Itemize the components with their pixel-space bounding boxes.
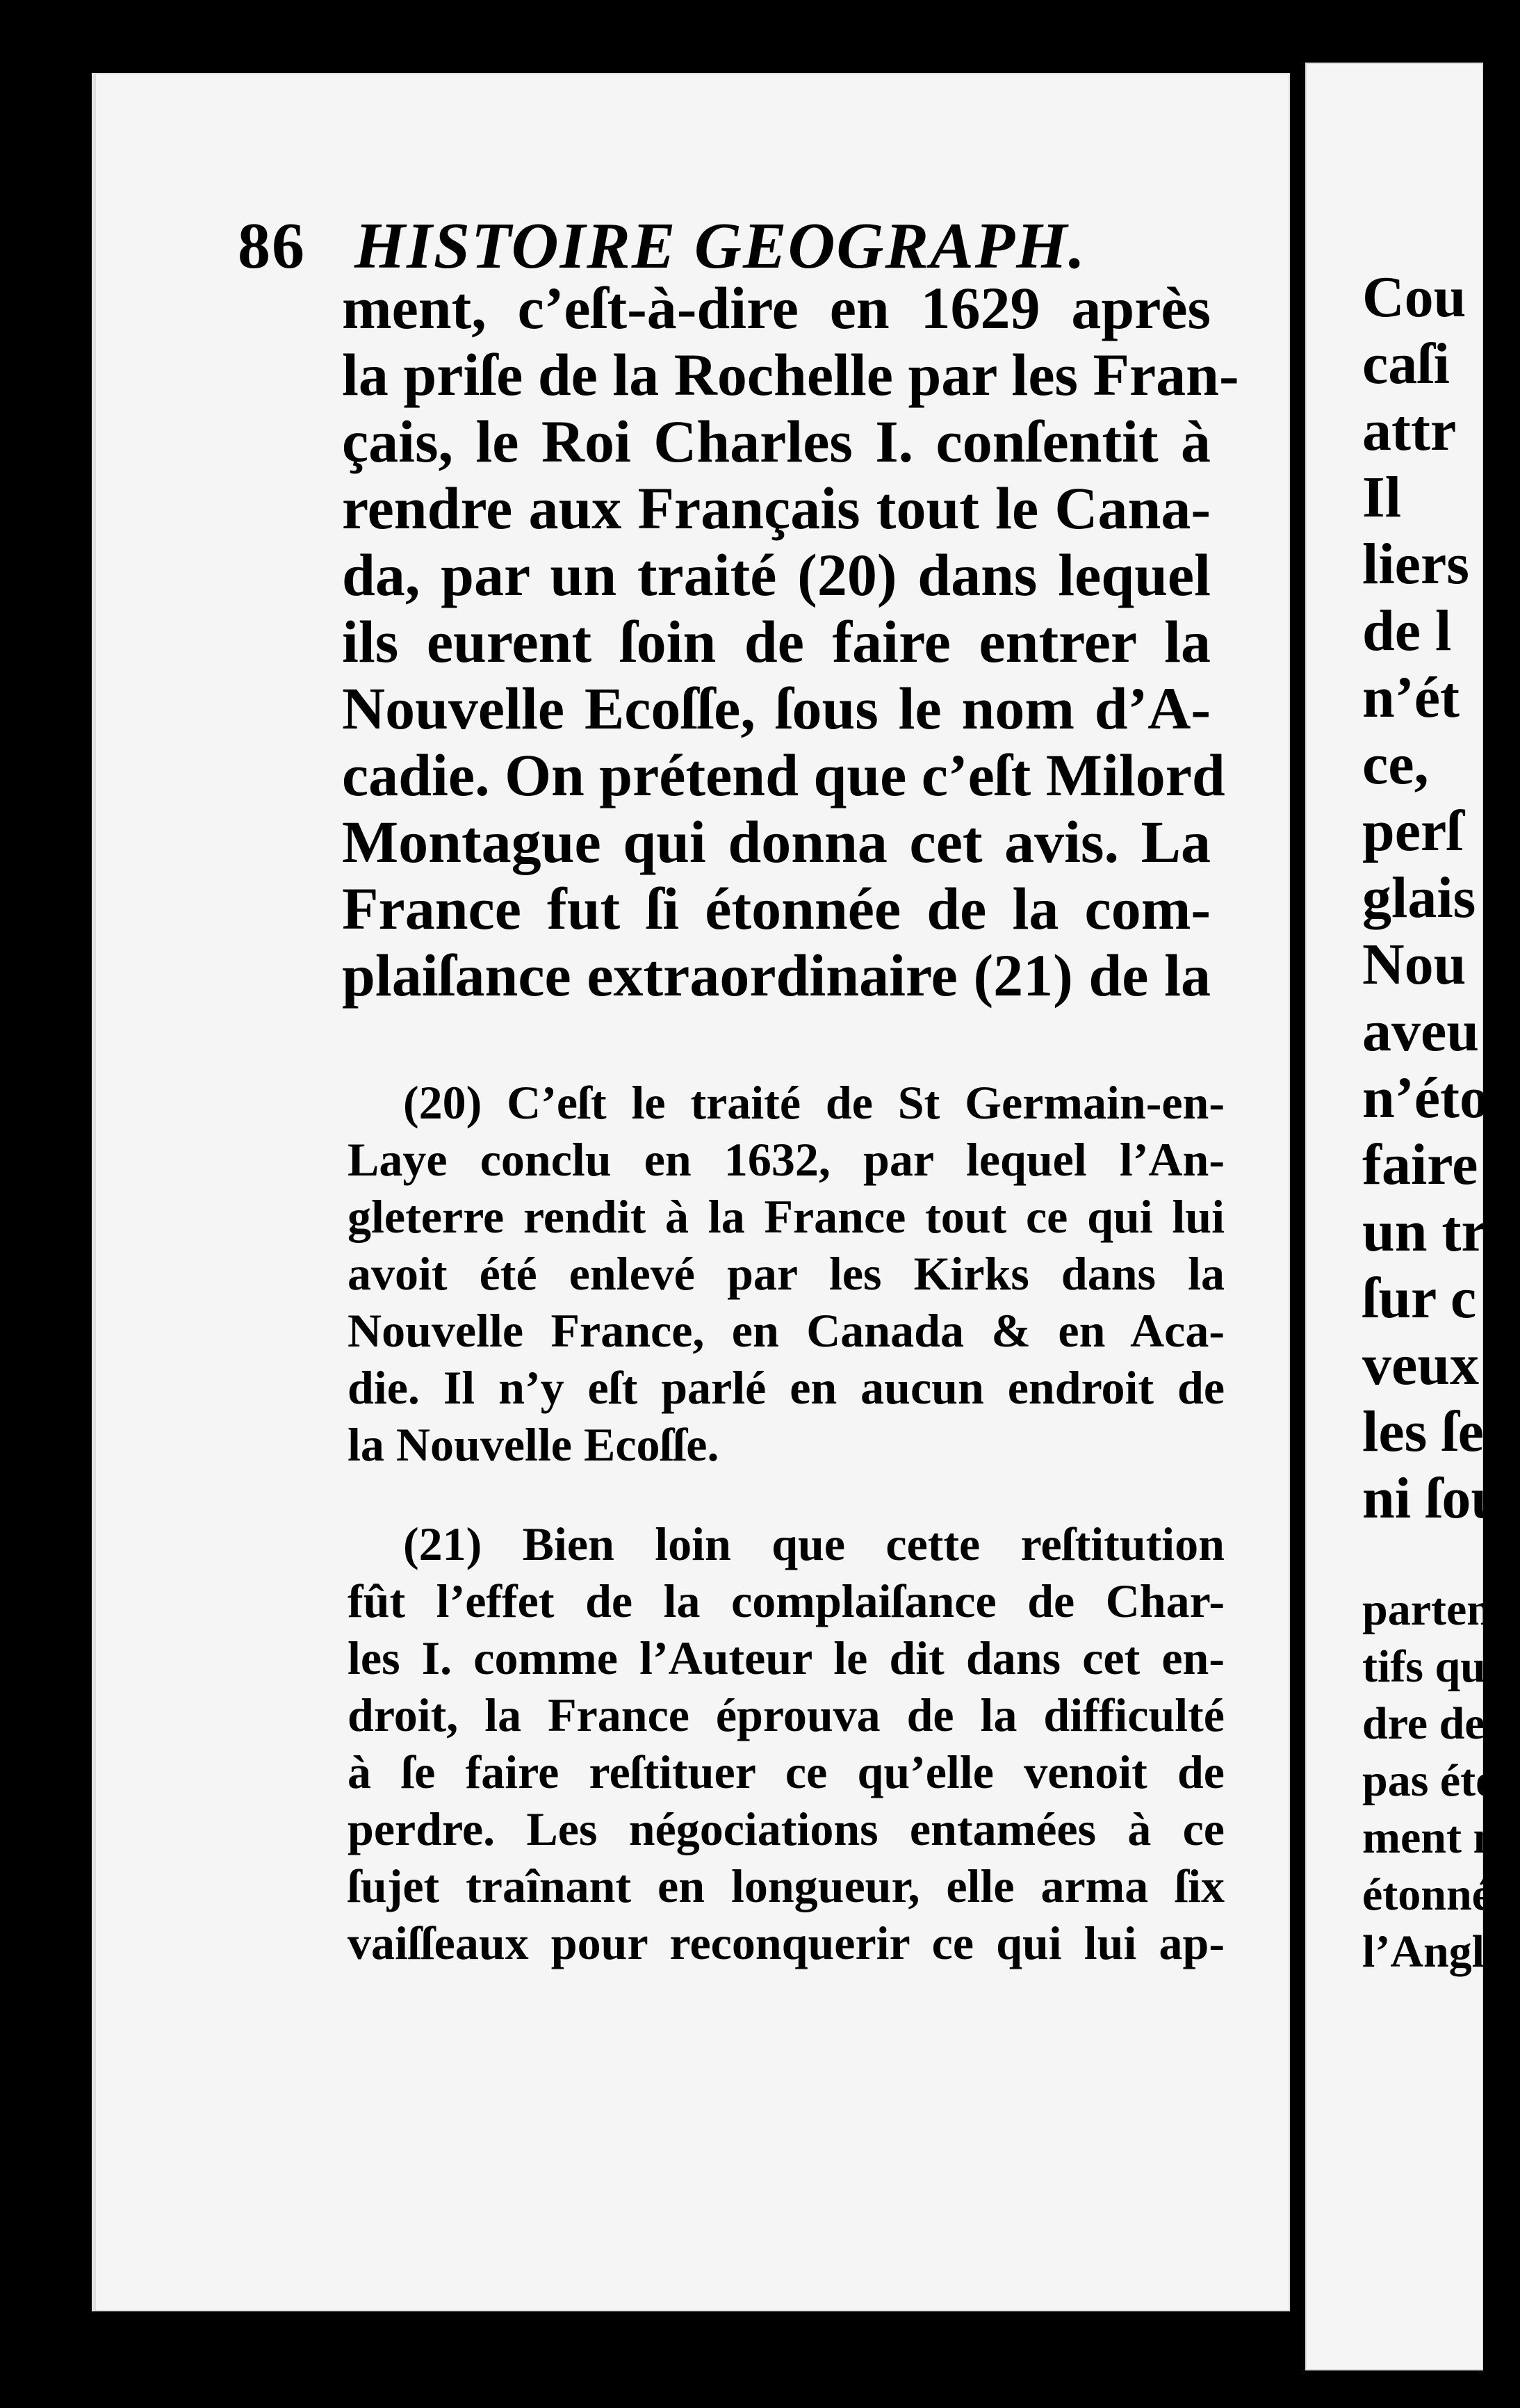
note-line: Laye conclu en 1632, par lequel l’An- [348, 1133, 1225, 1186]
footnote-20 [348, 1074, 1225, 1473]
text-line: France fut ſi étonnée de la com- [342, 875, 1211, 942]
fragment-line: attr [1362, 398, 1457, 463]
fragment-line: les ſe [1362, 1399, 1484, 1464]
text-line: Nouvelle Ecoſſe, ſous le nom d’A- [342, 675, 1211, 742]
fragment-line: caſi [1362, 332, 1450, 396]
text-line: la priſe de la Rochelle par les Fran- [342, 341, 1239, 408]
fragment-line: Cou [1362, 265, 1466, 330]
note-line: die. Il n’y eſt parlé en aucun endroit de [348, 1361, 1225, 1414]
note-line: à ſe faire reſtituer ce qu’elle venoit de [348, 1746, 1225, 1798]
fragment-line: dre de [1362, 1698, 1485, 1749]
right-page-main-fragments [1362, 264, 1504, 1532]
fragment-line: ſur c [1362, 1266, 1477, 1331]
text-line: Montague qui donna cet avis. La [342, 808, 1211, 875]
fragment-line: tifs qu [1362, 1641, 1486, 1692]
fragment-line: Nou [1362, 932, 1466, 997]
note-line: droit, la France éprouva de la difficulté [348, 1689, 1225, 1741]
note-line: gleterre rendit à la France tout ce qui lui [348, 1190, 1225, 1243]
fragment-line: ment n [1362, 1812, 1499, 1863]
fragment-line: aveu [1362, 999, 1479, 1064]
text-line: cadie. On prétend que c’eſt Milord [342, 742, 1225, 808]
fragment-line: liers [1362, 532, 1469, 596]
note-line: ſujet traînant en longueur, elle arma ſix [348, 1860, 1225, 1912]
note-line: vaiſſeaux pour reconquerir ce qui lui ap- [348, 1917, 1225, 1969]
right-page-note-fragments [1362, 1581, 1520, 1980]
running-title: HISTOIRE GEOGRAPH. [354, 210, 1086, 282]
note-line: avoit été enlevé par les Kirks dans la [348, 1247, 1225, 1300]
note-line: (20) C’eſt le traité de St Germain-en- [403, 1076, 1225, 1129]
text-line: rendre aux Français tout le Cana- [342, 475, 1211, 542]
fragment-line: faire [1362, 1132, 1478, 1197]
note-line: (21) Bien loin que cette reſtitution [403, 1518, 1225, 1570]
fragment-line: pas été [1362, 1755, 1496, 1806]
main-text [342, 275, 1239, 1009]
footnote-21 [348, 1515, 1225, 1971]
fragment-line: veux [1362, 1333, 1479, 1397]
text-line: da, par un traité (20) dans lequel [342, 542, 1211, 608]
fragment-line: glais [1362, 865, 1476, 930]
note-line: les I. comme l’Auteur le dit dans cet en- [348, 1632, 1225, 1684]
note-line: perdre. Les négociations entamées à ce [348, 1803, 1225, 1855]
fragment-line: n’ét [1362, 665, 1460, 730]
text-line: ment, c’eſt-à-dire en 1629 après [342, 275, 1211, 341]
fragment-line: ni ſou [1362, 1466, 1504, 1531]
fragment-line: perſ [1362, 799, 1463, 863]
text-line: çais, le Roi Charles I. conſentit à [342, 408, 1211, 475]
note-line: la Nouvelle Ecoſſe. [348, 1418, 719, 1471]
fragment-line: ce, [1362, 732, 1429, 797]
fragment-line: de l [1362, 599, 1452, 663]
fragment-line: n’éto [1362, 1066, 1489, 1130]
note-line: Nouvelle France, en Canada & en Aca- [348, 1304, 1225, 1357]
fragment-line: partenc [1362, 1584, 1513, 1635]
text-line: plaiſance extraordinaire (21) de la [342, 942, 1211, 1009]
running-head [238, 209, 1086, 284]
page-number: 86 [238, 210, 306, 282]
fragment-line: l’Anglet [1362, 1926, 1520, 1977]
fragment-line: Il [1362, 465, 1402, 530]
note-line: fût l’effet de la complaiſance de Char- [348, 1575, 1225, 1627]
fragment-line: un tr [1362, 1199, 1487, 1264]
text-line: ils eurent ſoin de faire entrer la [342, 608, 1211, 675]
fragment-line: étonné [1362, 1869, 1492, 1920]
